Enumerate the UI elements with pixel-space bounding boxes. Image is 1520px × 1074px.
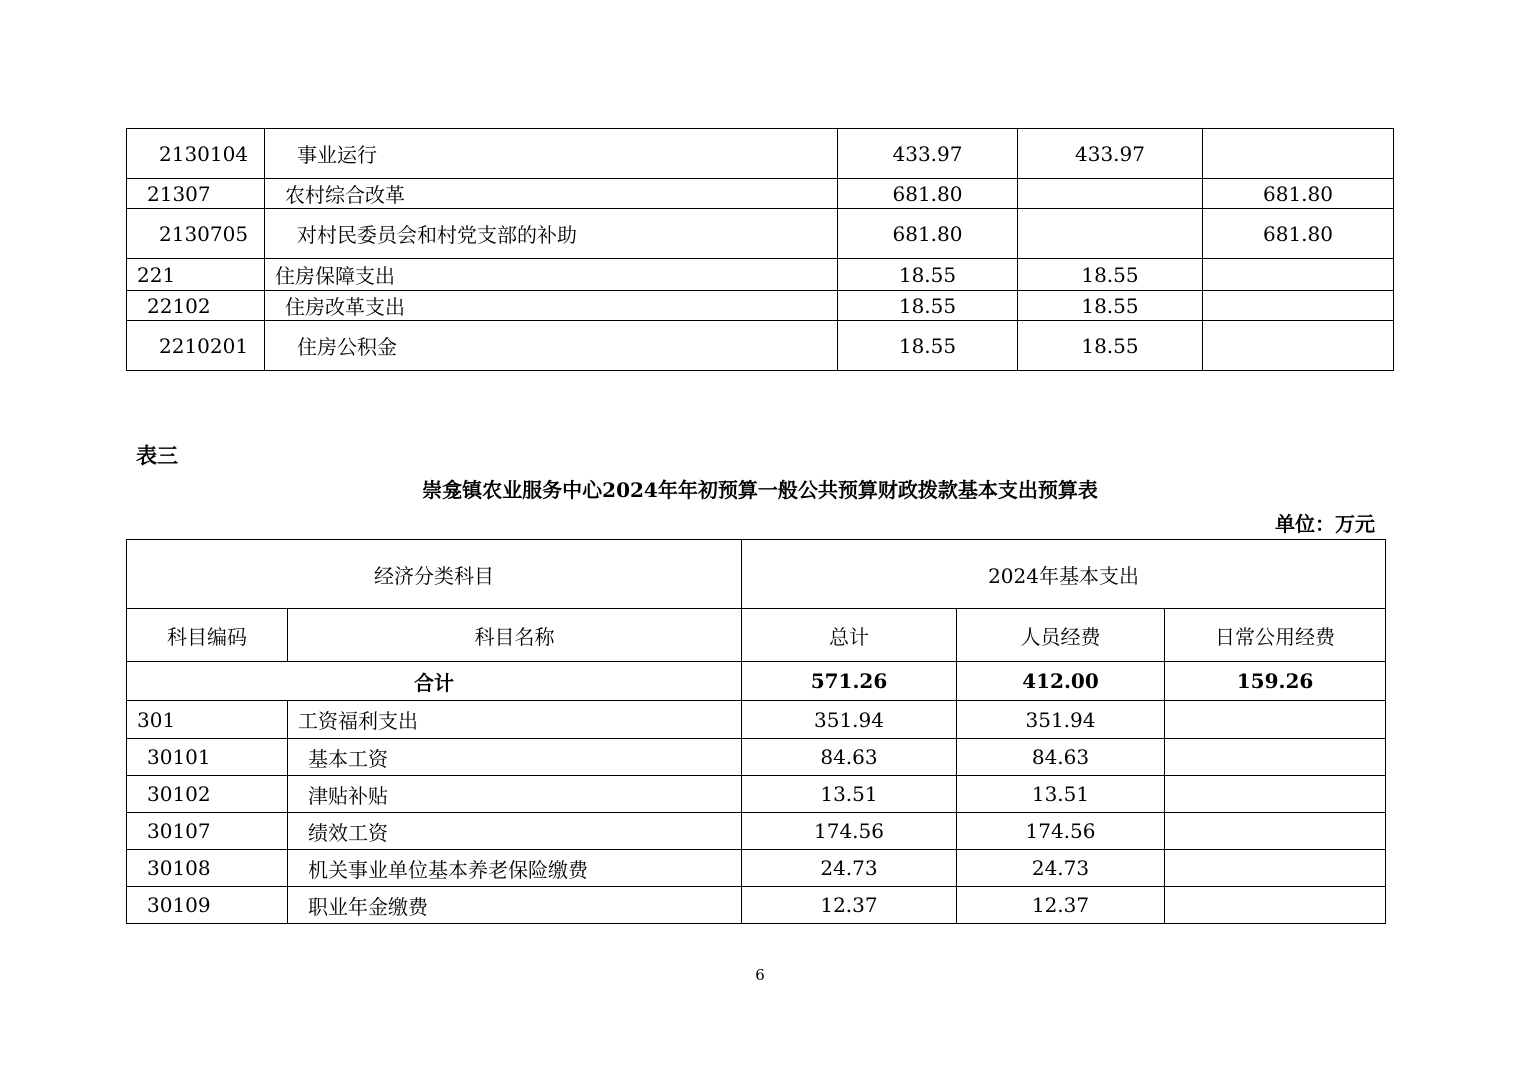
project-value	[1203, 259, 1394, 291]
header-subject-name: 科目名称	[288, 609, 742, 662]
basic-expenditure-table	[126, 539, 1386, 924]
total-value: 18.55	[838, 259, 1018, 291]
header-row-columns	[127, 609, 1386, 662]
total-value: 351.94	[742, 701, 957, 739]
subject-code: 301	[127, 701, 288, 739]
table-row	[127, 209, 1394, 259]
subject-code: 22102	[127, 291, 265, 321]
personnel-value: 174.56	[957, 813, 1165, 850]
public-value	[1165, 701, 1386, 739]
public-value	[1165, 739, 1386, 776]
subject-name: 绩效工资	[288, 813, 742, 850]
subject-code: 30108	[127, 850, 288, 887]
public-value	[1165, 887, 1386, 924]
subject-code: 30109	[127, 887, 288, 924]
total-value: 13.51	[742, 776, 957, 813]
public-value: 159.26	[1165, 662, 1386, 701]
table-row	[127, 850, 1386, 887]
header-subject-code: 科目编码	[127, 609, 288, 662]
subject-code: 2130705	[127, 209, 265, 259]
table-row	[127, 291, 1394, 321]
subject-code: 30101	[127, 739, 288, 776]
table-row	[127, 321, 1394, 371]
subject-name: 基本工资	[288, 739, 742, 776]
table-row	[127, 887, 1386, 924]
basic-value: 18.55	[1018, 321, 1203, 371]
basic-value: 433.97	[1018, 129, 1203, 179]
table-row	[127, 259, 1394, 291]
total-value: 24.73	[742, 850, 957, 887]
personnel-value: 351.94	[957, 701, 1165, 739]
subject-code: 221	[127, 259, 265, 291]
subject-code: 2210201	[127, 321, 265, 371]
table-title: 崇龛镇农业服务中心2024年年初预算一般公共预算财政拨款基本支出预算表	[422, 478, 1098, 502]
total-value: 681.80	[838, 209, 1018, 259]
subject-code: 21307	[127, 179, 265, 209]
total-value: 18.55	[838, 291, 1018, 321]
table-row	[127, 739, 1386, 776]
personnel-value: 24.73	[957, 850, 1165, 887]
basic-value: 18.55	[1018, 259, 1203, 291]
total-label: 合计	[127, 662, 742, 701]
basic-value: 18.55	[1018, 291, 1203, 321]
project-value	[1203, 129, 1394, 179]
table-row	[127, 813, 1386, 850]
total-value: 433.97	[838, 129, 1018, 179]
total-value: 681.80	[838, 179, 1018, 209]
subject-code: 30102	[127, 776, 288, 813]
subject-name: 工资福利支出	[288, 701, 742, 739]
project-value	[1203, 321, 1394, 371]
unit-label: 单位：万元	[1275, 512, 1375, 536]
header-economic-classification: 经济分类科目	[127, 540, 742, 609]
personnel-value: 12.37	[957, 887, 1165, 924]
header-personnel: 人员经费	[957, 609, 1165, 662]
project-value	[1203, 291, 1394, 321]
subject-name: 住房公积金	[265, 321, 838, 371]
subject-code: 30107	[127, 813, 288, 850]
page-number: 6	[755, 966, 765, 984]
table-row	[127, 129, 1394, 179]
subject-name: 住房改革支出	[265, 291, 838, 321]
public-value	[1165, 850, 1386, 887]
subject-name: 农村综合改革	[265, 179, 838, 209]
project-value: 681.80	[1203, 209, 1394, 259]
subject-code: 2130104	[127, 129, 265, 179]
total-value: 18.55	[838, 321, 1018, 371]
header-total: 总计	[742, 609, 957, 662]
total-value: 84.63	[742, 739, 957, 776]
personnel-value: 13.51	[957, 776, 1165, 813]
table-label: 表三	[136, 443, 178, 468]
total-row	[127, 662, 1386, 701]
subject-name: 津贴补贴	[288, 776, 742, 813]
header-public: 日常公用经费	[1165, 609, 1386, 662]
personnel-value: 84.63	[957, 739, 1165, 776]
subject-name: 事业运行	[265, 129, 838, 179]
continued-expenditure-table	[126, 128, 1394, 371]
basic-value	[1018, 209, 1203, 259]
total-value: 571.26	[742, 662, 957, 701]
subject-name: 住房保障支出	[265, 259, 838, 291]
subject-name: 机关事业单位基本养老保险缴费	[288, 850, 742, 887]
total-value: 12.37	[742, 887, 957, 924]
header-basic-expenditure: 2024年基本支出	[742, 540, 1386, 609]
subject-name: 对村民委员会和村党支部的补助	[265, 209, 838, 259]
total-value: 174.56	[742, 813, 957, 850]
personnel-value: 412.00	[957, 662, 1165, 701]
project-value: 681.80	[1203, 179, 1394, 209]
public-value	[1165, 813, 1386, 850]
subject-name: 职业年金缴费	[288, 887, 742, 924]
table-row	[127, 179, 1394, 209]
table-row	[127, 701, 1386, 739]
table-row	[127, 776, 1386, 813]
basic-value	[1018, 179, 1203, 209]
public-value	[1165, 776, 1386, 813]
header-row-group	[127, 540, 1386, 609]
